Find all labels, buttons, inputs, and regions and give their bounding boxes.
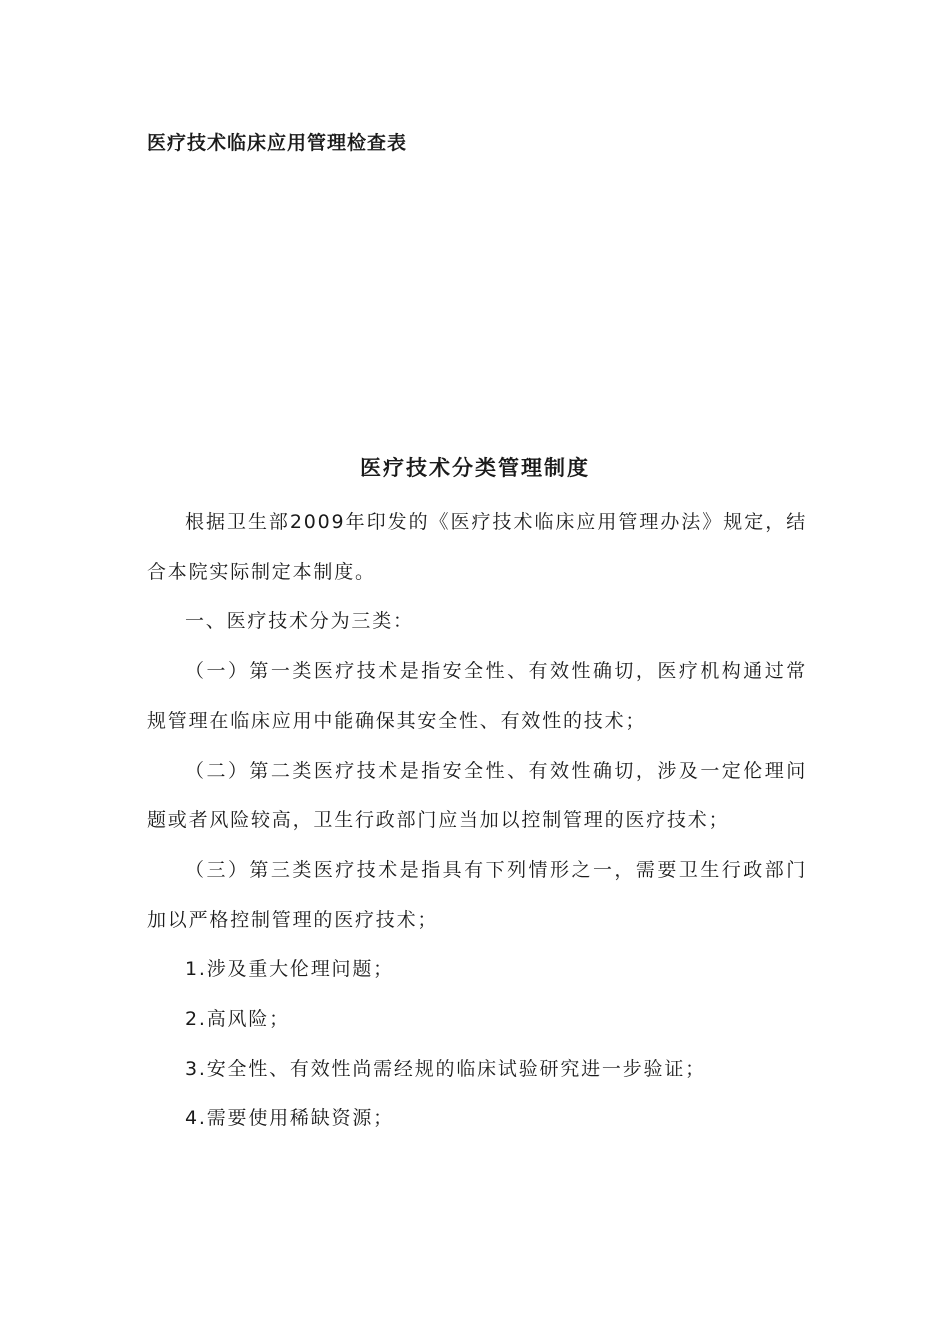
document-body bbox=[147, 498, 807, 1144]
paragraph-category-2: （二）第二类医疗技术是指安全性、有效性确切，涉及一定伦理问题或者风险较高，卫生行政部门应当加以控制管理的医疗技术； bbox=[147, 759, 807, 832]
list-item: 1.涉及重大伦理问题； bbox=[185, 958, 394, 981]
list-item: 3.安全性、有效性尚需经规的临床试验研究进一步验证； bbox=[185, 1057, 706, 1080]
list-item: 4.需要使用稀缺资源； bbox=[185, 1107, 394, 1130]
paragraph-category-3: （三）第三类医疗技术是指具有下列情形之一，需要卫生行政部门加以严格控制管理的医疗技术； bbox=[147, 858, 807, 931]
list-item: 2.高风险； bbox=[185, 1008, 290, 1031]
page-header: 医疗技术临床应用管理检查表 bbox=[147, 132, 408, 154]
paragraph-category-1: （一）第一类医疗技术是指安全性、有效性确切，医疗机构通过常规管理在临床应用中能确保其安全性、有效性的技术； bbox=[147, 660, 807, 732]
document-title: 医疗技术分类管理制度 bbox=[360, 456, 590, 480]
paragraph-section-heading: 一、医疗技术分为三类： bbox=[185, 610, 414, 633]
paragraph-intro: 根据卫生部2009年印发的《医疗技术临床应用管理办法》规定，结合本院实际制定本制度。 bbox=[147, 511, 807, 583]
